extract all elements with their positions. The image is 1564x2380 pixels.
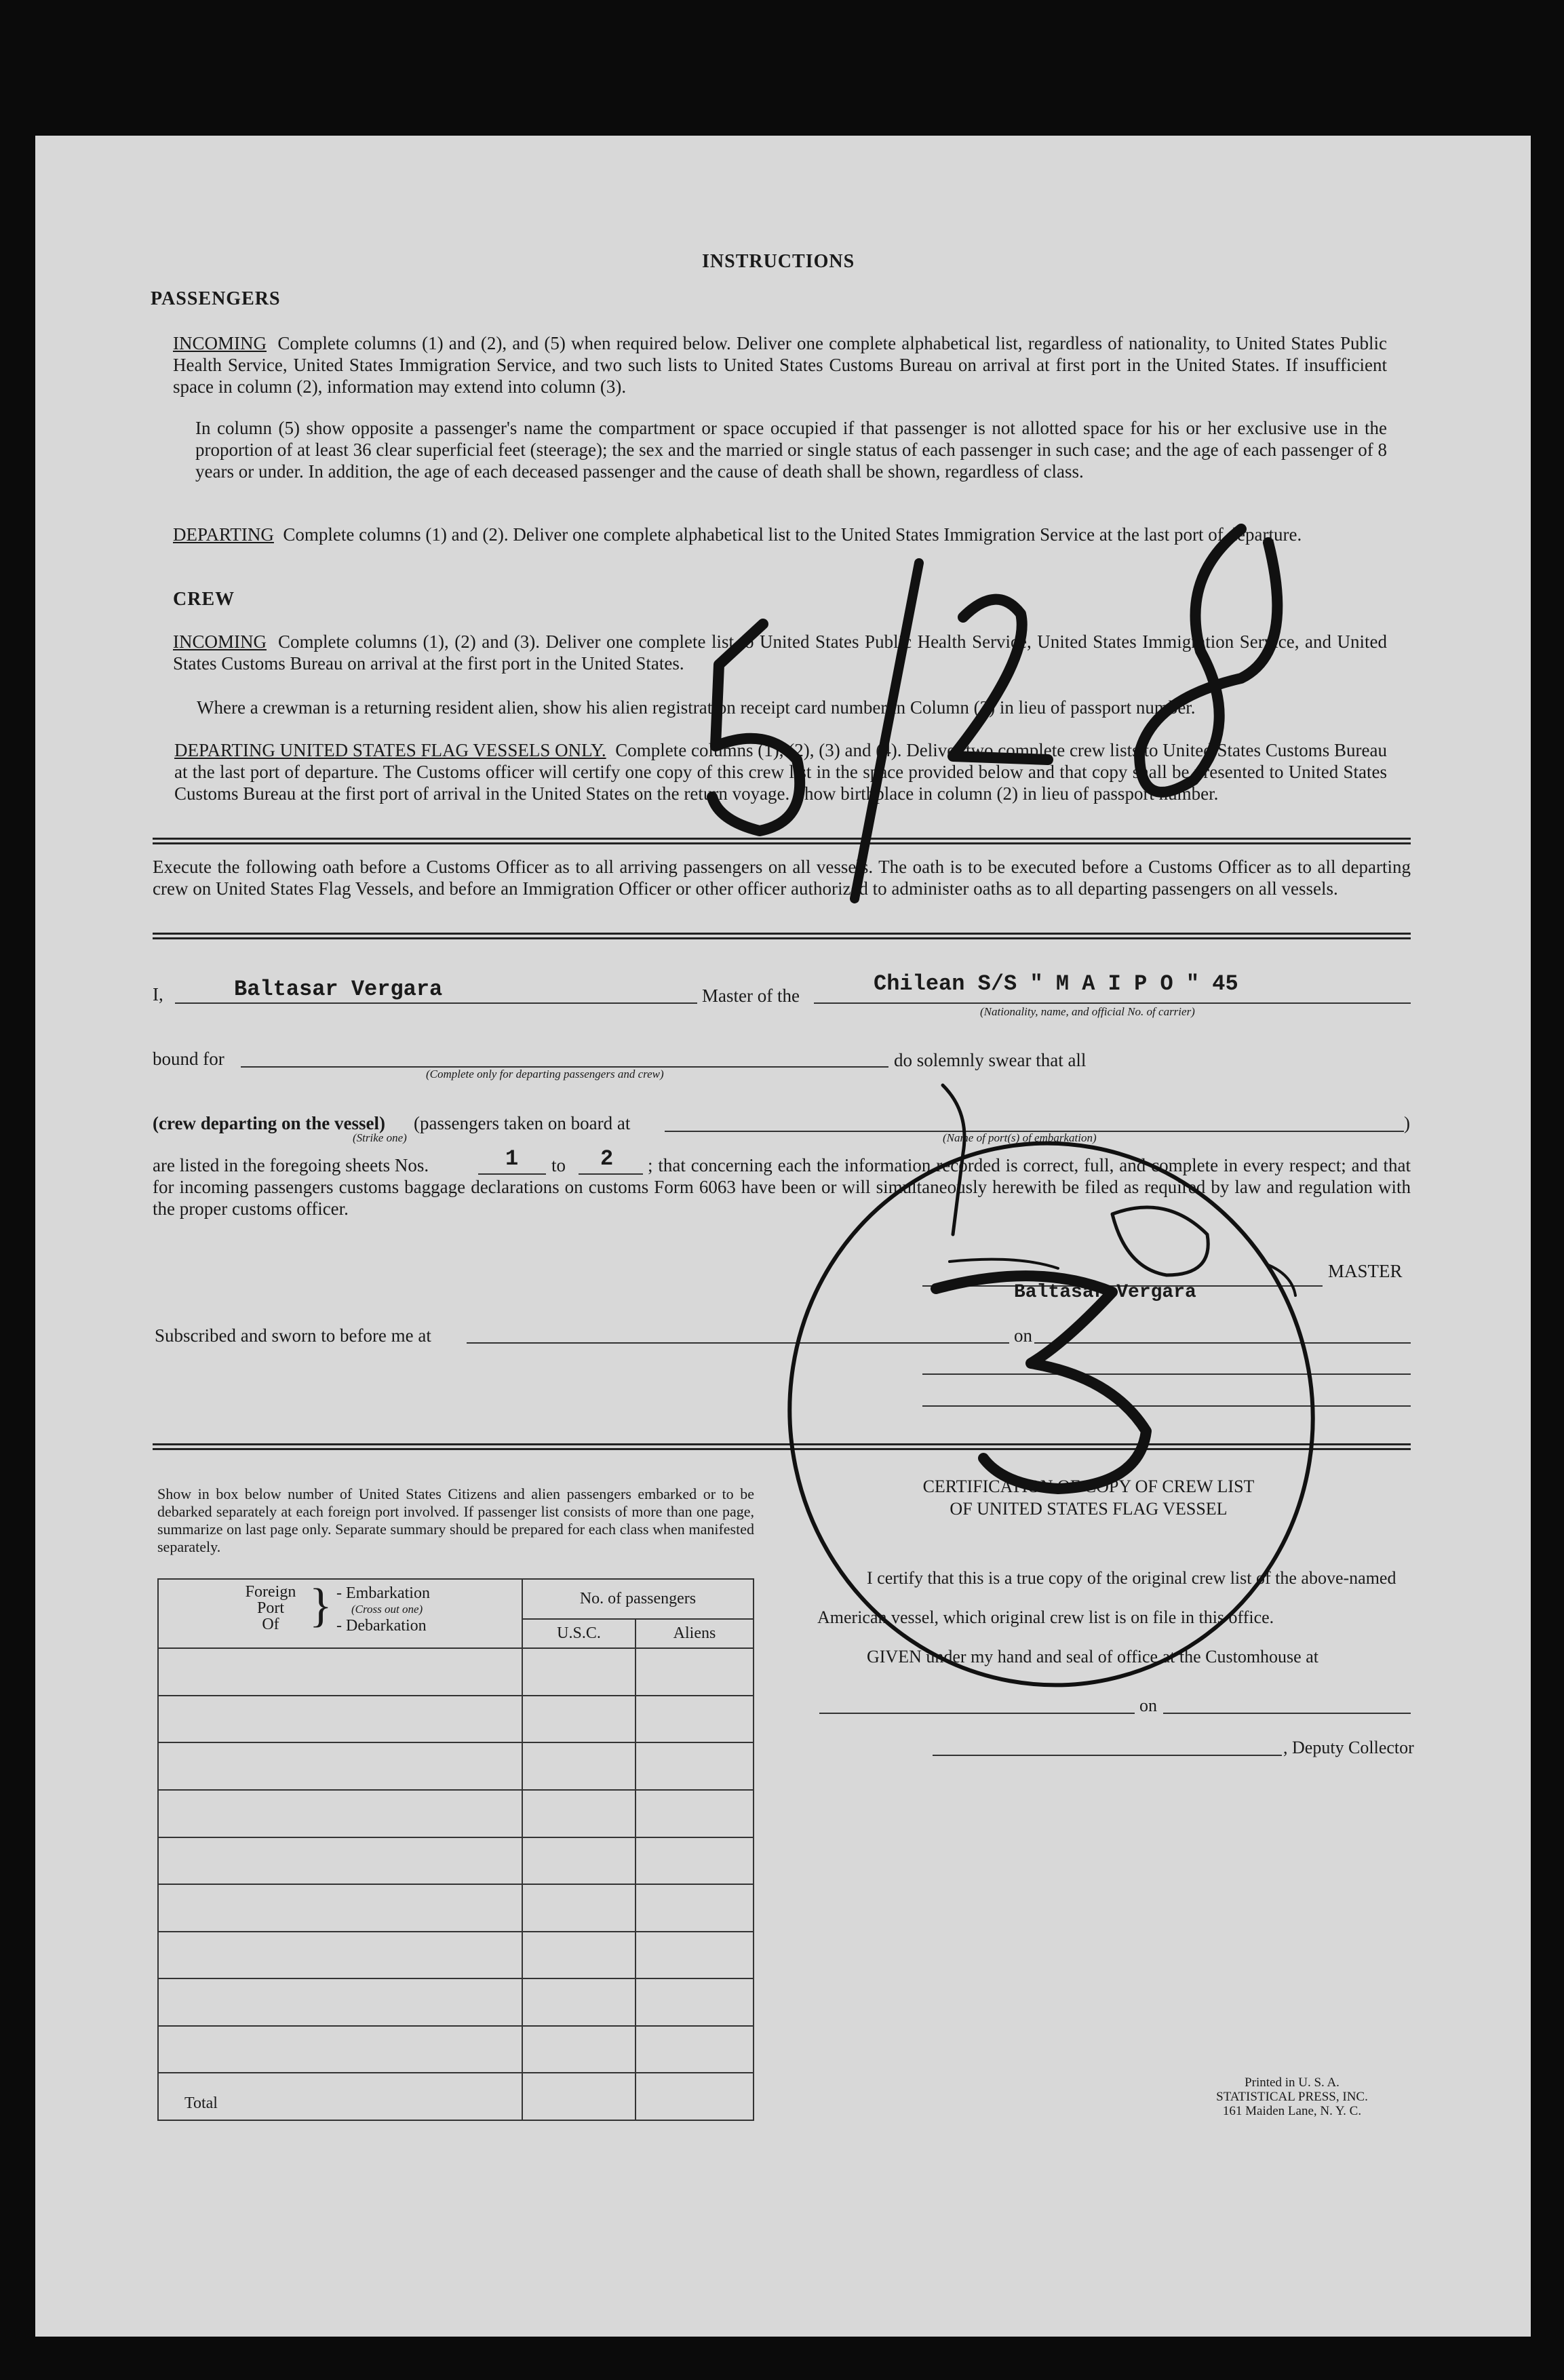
incoming-text: Complete columns (1) and (2), and (5) when required below. Deliver one complete alphabetical list, regardless of nationality, to United States Public Health Service, United States Immigration Service, and two such lists to United States Customs Bureau on arrival at first port in the United States. If insufficient space in column (2), information may extend into column (3). <box>173 333 1388 397</box>
certification-text-3: GIVEN under my hand and seal of office at the Customhouse at <box>867 1647 1318 1666</box>
swear-label: do solemnly swear that all <box>894 1050 1087 1070</box>
departing-label: DEPARTING <box>173 524 274 545</box>
no-passengers-header: No. of passengers <box>522 1579 754 1619</box>
foreign-label: Foreign <box>245 1583 296 1601</box>
usc-header: U.S.C. <box>522 1619 636 1648</box>
vessel-field[interactable]: Chilean S/S " M A I P O " 45 <box>874 971 1238 996</box>
aliens-header: Aliens <box>636 1619 754 1648</box>
master-name-field[interactable]: Baltasar Vergara <box>234 977 443 1002</box>
crew-incoming-label: INCOMING <box>173 631 267 652</box>
certification-on-label: on <box>1139 1696 1157 1715</box>
port-label: Port <box>256 1599 284 1617</box>
debarkation-option[interactable]: - Debarkation <box>336 1617 427 1635</box>
total-label: Total <box>158 2073 522 2120</box>
departing-text: Complete columns (1) and (2). Deliver one complete alphabetical list to the United States Immigration Service at the last port of departure. <box>283 524 1302 545</box>
certification-title-2: OF UNITED STATES FLAG VESSEL <box>950 1499 1228 1519</box>
departing-flag-label: DEPARTING UNITED STATES FLAG VESSELS ONLY. <box>174 740 606 760</box>
crewman-paragraph: Where a crewman is a returning resident alien, show his alien registration receipt card number in Column (2) in lieu of passport number. <box>197 697 1196 718</box>
master-signature-stamp: Baltasar Vergara <box>1014 1282 1196 1303</box>
vessel-caption: (Nationality, name, and official No. of carrier) <box>980 1005 1195 1018</box>
instructions-title: INSTRUCTIONS <box>702 251 855 272</box>
sheet-from-field[interactable]: 1 <box>505 1146 519 1171</box>
passengers-heading: PASSENGERS <box>151 288 281 309</box>
i-label: I, <box>153 984 163 1004</box>
certification-title-1: CERTIFICATION OF COPY OF CREW LIST <box>922 1477 1255 1496</box>
subscribed-label: Subscribed and sworn to before me at <box>155 1325 431 1346</box>
subscribed-on-label: on <box>1014 1325 1032 1346</box>
bound-for-label: bound for <box>153 1049 224 1069</box>
embarkation-option[interactable]: - Embarkation <box>336 1584 430 1602</box>
departing-flag-text: Complete columns (1), (2), (3) and (4). Deliver two complete crew lists to United States Customs Bureau at the last port of departure. The Customs officer will certify one copy of this crew list in the space provided below and that copy shall be presented to United States Customs Bureau at the first port of arrival in the United States on the return voyage. Show birthplace in column (2) in lieu of passport number. <box>174 740 1388 804</box>
crew-heading: CREW <box>173 589 235 610</box>
strike-one-caption: (Strike one) <box>353 1131 407 1144</box>
crew-departing-option[interactable]: (crew departing on the vessel) <box>153 1113 385 1133</box>
handwritten-date-5-28 <box>953 600 1048 760</box>
column5-paragraph: In column (5) show opposite a passenger's name the compartment or space occupied if that passenger is not allotted space for his or her exclusive use in the proportion of at least 36 clear superficial feet (steerage); the sex and the married or single status of each passenger in such case; and the age of each passenger of 8 years or under. In addition, the age of each deceased passenger and the cause of death shall be shown, regardless of class. <box>195 418 1387 482</box>
of-label: Of <box>262 1616 279 1633</box>
sheets-suffix: ; that concerning each the information recorded is correct, full, and complete in every respect; and that for incoming passengers customs baggage declarations on customs Form 6063 have been or will simultaneously herewith be filed as required by law and regulation with the proper customs officer. <box>153 1155 1411 1219</box>
handwritten-date-5-28 <box>1139 529 1277 792</box>
incoming-label: INCOMING <box>173 333 267 353</box>
brace-icon: } <box>309 1580 332 1632</box>
certification-text-1: I certify that this is a true copy of the original crew list of the above-named <box>867 1568 1396 1588</box>
handwritten-date-5-28 <box>712 624 800 831</box>
master-label: MASTER <box>1328 1261 1403 1281</box>
printer-line-1: Printed in U. S. A. <box>1245 2075 1340 2090</box>
certification-text-2: American vessel, which original crew list is on file in this office. <box>817 1607 1274 1627</box>
to-label: to <box>551 1155 566 1175</box>
oath-intro: Execute the following oath before a Customs Officer as to all arriving passengers on all vessels. The oath is to be executed before a Customs Officer as to all departing crew on United States Flag Vessels, and before an Immigration Officer or other officer authorized to administer oaths as to all departing passengers on all vessels. <box>153 857 1411 899</box>
close-paren: ) <box>1404 1113 1410 1133</box>
printer-line-3: 161 Maiden Lane, N. Y. C. <box>1222 2104 1362 2118</box>
sheets-prefix: are listed in the foregoing sheets Nos. <box>153 1155 429 1175</box>
summary-instructions: Show in box below number of United States Citizens and alien passengers embarked or to be debarked separately at each foreign port involved. If passenger list consists of more than one page, summarize on last page only. Separate summary should be prepared for each class when manifested separately. <box>157 1485 754 1555</box>
handwritten-number-3 <box>936 1276 1146 1489</box>
handwritten-circle <box>739 1095 1363 1734</box>
sheet-to-field[interactable]: 2 <box>600 1146 614 1171</box>
crew-incoming-text: Complete columns (1), (2) and (3). Deliver one complete list to United States Public Health Service, United States Immigration Service, and United States Customs Bureau on arrival at the first port in the United States. <box>173 631 1388 674</box>
handwritten-initials <box>943 1085 1208 1275</box>
passengers-taken-option[interactable]: (passengers taken on board at <box>414 1113 631 1133</box>
handwritten-date-5-28 <box>855 563 919 899</box>
printer-line-2: STATISTICAL PRESS, INC. <box>1216 2090 1368 2104</box>
master-of-label: Master of the <box>702 986 800 1006</box>
cross-out-caption: (Cross out one) <box>351 1603 423 1616</box>
bound-caption: (Complete only for departing passengers and crew) <box>426 1068 664 1080</box>
ports-caption: (Name of port(s) of embarkation) <box>943 1131 1097 1144</box>
deputy-collector-label: , Deputy Collector <box>1283 1738 1414 1757</box>
